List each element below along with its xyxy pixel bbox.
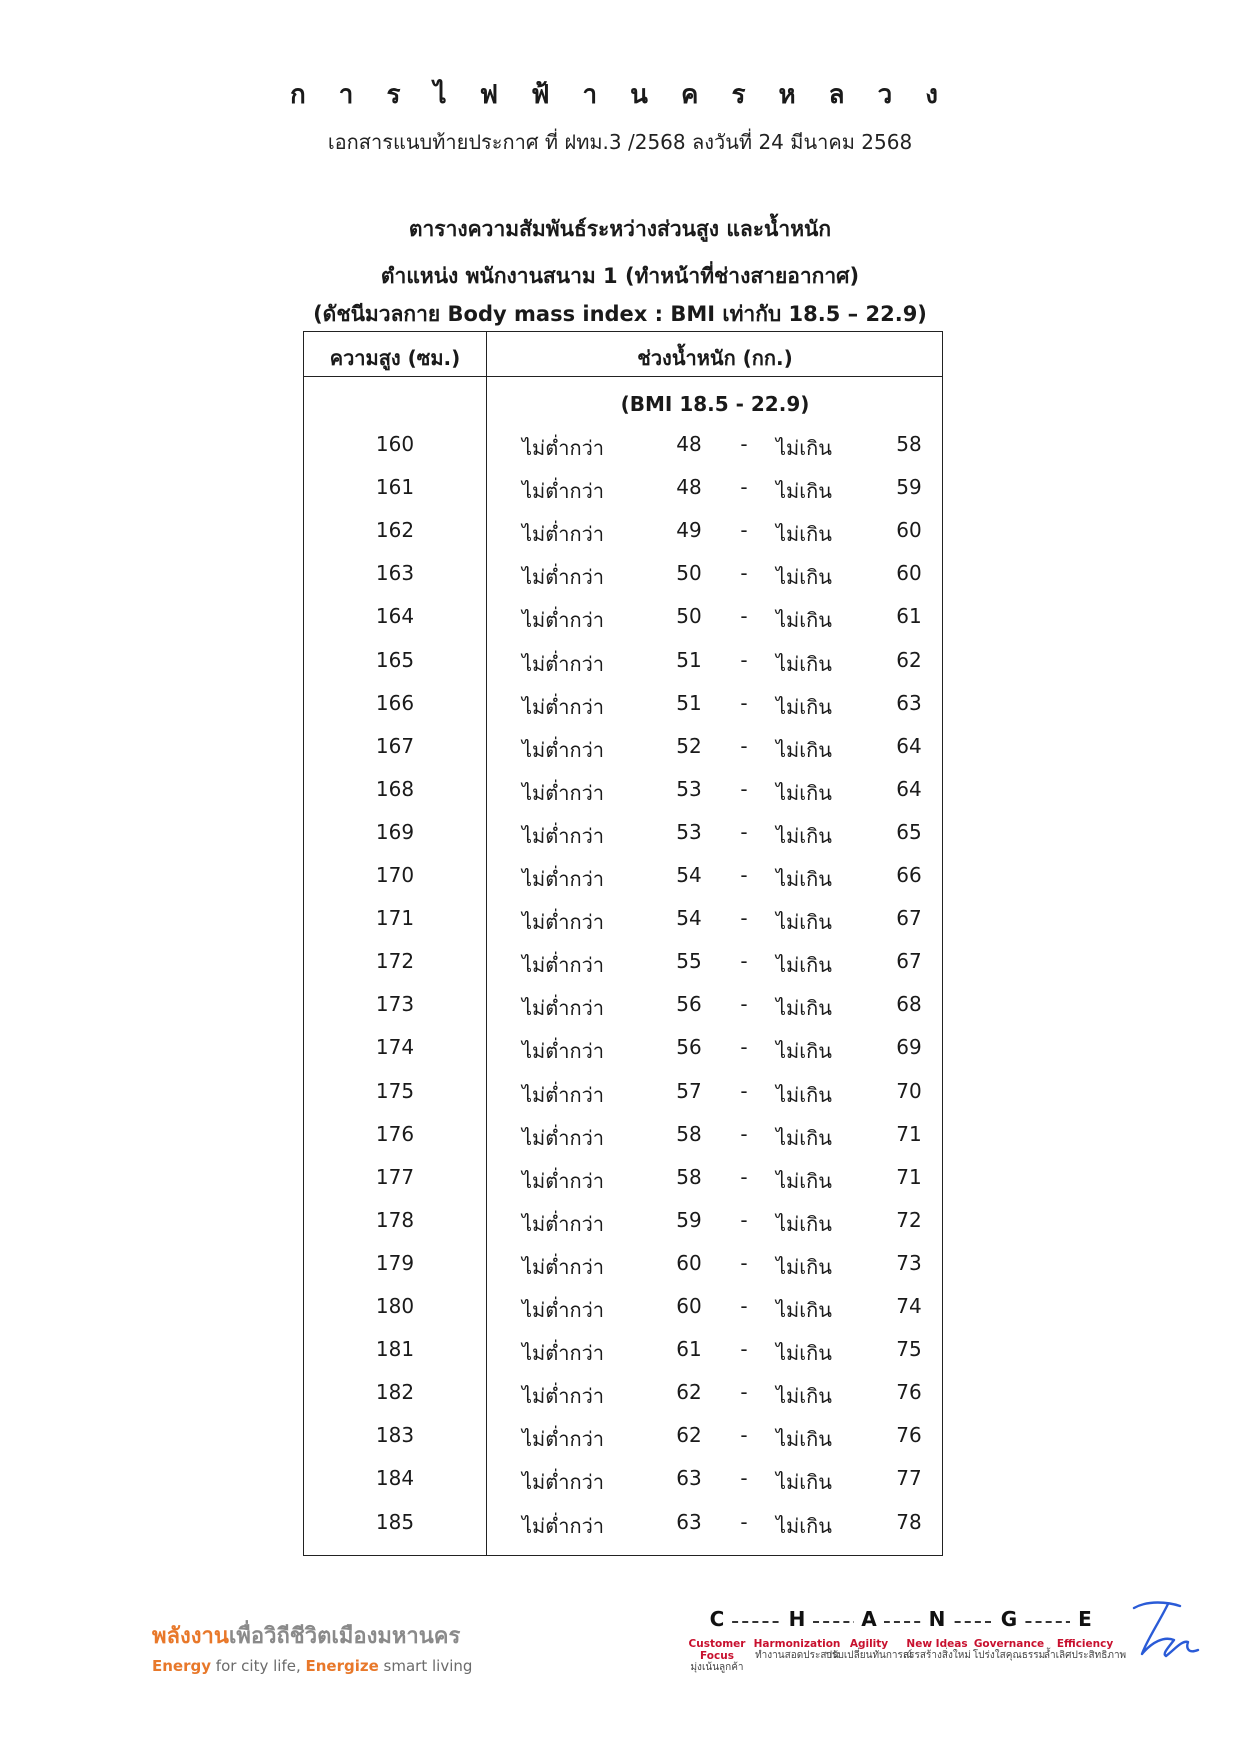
height-cell: 162 bbox=[375, 518, 415, 543]
max-weight-cell: 73 bbox=[896, 1250, 922, 1275]
min-label: ไม่ต่ำกว่า bbox=[522, 867, 605, 891]
height-cell: 181 bbox=[375, 1337, 415, 1362]
change-letter: H bbox=[782, 1607, 812, 1631]
range-dash: - bbox=[740, 518, 748, 543]
height-cell: 178 bbox=[375, 1207, 415, 1232]
bmi-range-title: (ดัชนีมวลกาย Body mass index : BMI เท่ากับ 18.5 – 22.9) bbox=[313, 302, 927, 326]
min-weight-cell: 58 bbox=[676, 1164, 702, 1189]
attachment-reference: เอกสารแนบท้ายประกาศ ที่ ฝทม.3 /2568 ลงวันที่ 24 มีนาคม 2568 bbox=[327, 130, 913, 154]
value-thai: มุ่งเน้นลูกค้า bbox=[690, 1662, 744, 1673]
min-weight-cell: 54 bbox=[676, 906, 702, 931]
bmi-range-note: (BMI 18.5 - 22.9) bbox=[620, 392, 810, 416]
max-weight-cell: 63 bbox=[896, 690, 922, 715]
slogan-thai-rest: เพื่อวิถีชีวิตเมืองมหานคร bbox=[228, 1624, 461, 1649]
signature-icon bbox=[1128, 1596, 1208, 1666]
range-dash: - bbox=[740, 1207, 748, 1232]
value-english: Harmonization bbox=[753, 1638, 841, 1650]
min-label: ไม่ต่ำกว่า bbox=[522, 1470, 605, 1495]
height-cell: 183 bbox=[375, 1423, 415, 1448]
table-row bbox=[304, 863, 944, 893]
table-row bbox=[304, 432, 944, 462]
range-dash: - bbox=[740, 561, 748, 586]
position-title: ตำแหน่ง พนักงานสนาม 1 (ทำหน้าที่ช่างสายอากาศ) bbox=[380, 264, 860, 288]
slogan-en-energy: Energy bbox=[152, 1657, 212, 1675]
range-dash: - bbox=[740, 819, 748, 844]
min-weight-cell: 50 bbox=[676, 561, 702, 586]
height-weight-table bbox=[303, 331, 943, 1556]
slogan-thai bbox=[152, 1618, 472, 1653]
min-label: ไม่ต่ำกว่า bbox=[522, 1427, 605, 1452]
max-label: ไม่เกิน bbox=[776, 1254, 832, 1279]
min-weight-cell: 61 bbox=[676, 1337, 702, 1362]
height-cell: 160 bbox=[375, 432, 415, 456]
value-english: Agility bbox=[849, 1638, 889, 1650]
min-label: ไม่ต่ำกว่า bbox=[522, 694, 605, 719]
table-row bbox=[304, 1337, 944, 1367]
change-letter: E bbox=[1070, 1607, 1100, 1631]
max-weight-cell: 76 bbox=[896, 1380, 922, 1405]
table-row bbox=[304, 906, 944, 936]
min-weight-cell: 62 bbox=[676, 1380, 702, 1405]
min-weight-cell: 53 bbox=[676, 819, 702, 844]
max-weight-cell: 74 bbox=[896, 1294, 922, 1318]
range-dash: - bbox=[740, 690, 748, 715]
weight-column-header: ช่วงน้ำหนัก (กก.) bbox=[637, 346, 793, 370]
table-row bbox=[304, 1380, 944, 1410]
min-weight-cell: 56 bbox=[676, 1035, 702, 1060]
height-cell: 161 bbox=[375, 475, 415, 500]
change-letter: N bbox=[922, 1607, 952, 1631]
max-label: ไม่เกิน bbox=[776, 1039, 832, 1064]
max-weight-cell: 65 bbox=[896, 819, 922, 844]
min-weight-cell: 49 bbox=[676, 518, 702, 543]
height-cell: 182 bbox=[375, 1380, 415, 1405]
table-title: ตารางความสัมพันธ์ระหว่างส่วนสูง และน้ำหนัก bbox=[408, 217, 832, 241]
table-row bbox=[304, 734, 944, 764]
table-row bbox=[304, 1079, 944, 1109]
table-row bbox=[304, 1466, 944, 1496]
height-cell: 175 bbox=[375, 1078, 415, 1103]
range-dash: - bbox=[740, 733, 748, 758]
min-label: ไม่ต่ำกว่า bbox=[522, 737, 605, 762]
min-label: ไม่ต่ำกว่า bbox=[522, 1254, 605, 1279]
max-label: ไม่เกิน bbox=[776, 1168, 832, 1193]
organization-title: ก า ร ไ ฟ ฟ้ า น ค ร ห ล ว ง bbox=[290, 80, 950, 110]
max-weight-cell: 60 bbox=[896, 561, 922, 586]
table-row bbox=[304, 1122, 944, 1152]
min-label: ไม่ต่ำกว่า bbox=[522, 780, 605, 805]
max-label: ไม่เกิน bbox=[776, 694, 832, 719]
max-weight-cell: 78 bbox=[896, 1509, 922, 1534]
table-row bbox=[304, 475, 944, 505]
min-label: ไม่ต่ำกว่า bbox=[522, 1298, 605, 1322]
change-values-logo bbox=[672, 1607, 1142, 1697]
slogan-english bbox=[152, 1657, 472, 1675]
table-row bbox=[304, 561, 944, 591]
range-dash: - bbox=[740, 863, 748, 887]
min-label: ไม่ต่ำกว่า bbox=[522, 565, 605, 590]
min-weight-cell: 50 bbox=[676, 604, 702, 629]
table-row bbox=[304, 1035, 944, 1065]
value-thai: โปร่งใสคุณธรรม bbox=[972, 1650, 1046, 1661]
max-weight-cell: 69 bbox=[896, 1035, 922, 1060]
table-row bbox=[304, 1251, 944, 1281]
height-cell: 163 bbox=[375, 561, 415, 586]
value-english: New Ideas bbox=[906, 1638, 968, 1650]
change-value-item bbox=[672, 1638, 762, 1674]
max-weight-cell: 58 bbox=[896, 432, 922, 456]
value-thai: ปรับเปลี่ยนทันการณ์ bbox=[825, 1650, 913, 1661]
max-weight-cell: 66 bbox=[896, 863, 922, 887]
range-dash: - bbox=[740, 1466, 748, 1491]
max-weight-cell: 64 bbox=[896, 776, 922, 801]
max-weight-cell: 76 bbox=[896, 1423, 922, 1448]
min-label: ไม่ต่ำกว่า bbox=[522, 522, 605, 547]
dashed-connector bbox=[722, 1621, 1082, 1623]
range-dash: - bbox=[740, 1078, 748, 1103]
max-label: ไม่เกิน bbox=[776, 522, 832, 547]
min-label: ไม่ต่ำกว่า bbox=[522, 1513, 605, 1538]
max-label: ไม่เกิน bbox=[776, 436, 832, 460]
table-row bbox=[304, 1423, 944, 1453]
min-weight-cell: 60 bbox=[676, 1294, 702, 1318]
max-label: ไม่เกิน bbox=[776, 823, 832, 848]
min-weight-cell: 55 bbox=[676, 949, 702, 974]
height-cell: 164 bbox=[375, 604, 415, 629]
max-label: ไม่เกิน bbox=[776, 953, 832, 978]
range-dash: - bbox=[740, 1380, 748, 1405]
max-weight-cell: 71 bbox=[896, 1121, 922, 1146]
max-label: ไม่เกิน bbox=[776, 1470, 832, 1495]
change-letter: A bbox=[854, 1607, 884, 1631]
range-dash: - bbox=[740, 475, 748, 500]
min-label: ไม่ต่ำกว่า bbox=[522, 479, 605, 504]
range-dash: - bbox=[740, 992, 748, 1017]
min-label: ไม่ต่ำกว่า bbox=[522, 1125, 605, 1150]
max-label: ไม่เกิน bbox=[776, 737, 832, 762]
range-dash: - bbox=[740, 949, 748, 974]
table-row bbox=[304, 1208, 944, 1238]
table-row bbox=[304, 1165, 944, 1195]
height-cell: 174 bbox=[375, 1035, 415, 1060]
column-divider bbox=[486, 332, 487, 1555]
max-weight-cell: 67 bbox=[896, 906, 922, 931]
max-label: ไม่เกิน bbox=[776, 1384, 832, 1409]
min-weight-cell: 51 bbox=[676, 647, 702, 672]
height-cell: 184 bbox=[375, 1466, 415, 1491]
min-weight-cell: 56 bbox=[676, 992, 702, 1017]
min-weight-cell: 63 bbox=[676, 1466, 702, 1491]
height-cell: 167 bbox=[375, 733, 415, 758]
height-cell: 171 bbox=[375, 906, 415, 931]
min-label: ไม่ต่ำกว่า bbox=[522, 1168, 605, 1193]
max-label: ไม่เกิน bbox=[776, 651, 832, 676]
slogan-en-part2: for city life, bbox=[211, 1657, 306, 1675]
max-weight-cell: 60 bbox=[896, 518, 922, 543]
value-thai: ล้ำเลิศประสิทธิภาพ bbox=[1043, 1650, 1127, 1661]
table-row bbox=[304, 949, 944, 979]
min-weight-cell: 57 bbox=[676, 1078, 702, 1103]
value-thai: สรรสร้างสิ่งใหม่ bbox=[903, 1650, 971, 1661]
min-label: ไม่ต่ำกว่า bbox=[522, 953, 605, 978]
table-row bbox=[304, 777, 944, 807]
max-weight-cell: 68 bbox=[896, 992, 922, 1017]
min-weight-cell: 48 bbox=[676, 432, 702, 456]
max-label: ไม่เกิน bbox=[776, 1427, 832, 1452]
min-label: ไม่ต่ำกว่า bbox=[522, 996, 605, 1021]
range-dash: - bbox=[740, 1423, 748, 1448]
min-label: ไม่ต่ำกว่า bbox=[522, 1341, 605, 1366]
max-label: ไม่เกิน bbox=[776, 1513, 832, 1538]
value-english: Efficiency bbox=[1056, 1638, 1114, 1650]
slogan bbox=[152, 1618, 472, 1675]
range-dash: - bbox=[740, 1294, 748, 1318]
height-cell: 185 bbox=[375, 1509, 415, 1534]
min-label: ไม่ต่ำกว่า bbox=[522, 436, 605, 460]
change-letters bbox=[672, 1607, 1142, 1635]
range-dash: - bbox=[740, 1035, 748, 1060]
value-english: Customer Focus bbox=[688, 1638, 746, 1662]
max-label: ไม่เกิน bbox=[776, 1125, 832, 1150]
range-dash: - bbox=[740, 647, 748, 672]
max-label: ไม่เกิน bbox=[776, 479, 832, 504]
min-label: ไม่ต่ำกว่า bbox=[522, 910, 605, 935]
slogan-en-part4: smart living bbox=[378, 1657, 473, 1675]
value-thai: ทำงานสอดประสาน bbox=[755, 1650, 839, 1661]
range-dash: - bbox=[740, 432, 748, 456]
max-weight-cell: 67 bbox=[896, 949, 922, 974]
min-weight-cell: 63 bbox=[676, 1509, 702, 1534]
height-cell: 176 bbox=[375, 1121, 415, 1146]
max-label: ไม่เกิน bbox=[776, 780, 832, 805]
min-weight-cell: 62 bbox=[676, 1423, 702, 1448]
table-row bbox=[304, 1294, 944, 1324]
height-cell: 180 bbox=[375, 1294, 415, 1318]
min-label: ไม่ต่ำกว่า bbox=[522, 1211, 605, 1236]
min-weight-cell: 53 bbox=[676, 776, 702, 801]
min-weight-cell: 54 bbox=[676, 863, 702, 887]
table-row bbox=[304, 992, 944, 1022]
max-label: ไม่เกิน bbox=[776, 1082, 832, 1107]
max-weight-cell: 62 bbox=[896, 647, 922, 672]
max-weight-cell: 70 bbox=[896, 1078, 922, 1103]
height-column-header: ความสูง (ซม.) bbox=[329, 346, 461, 370]
min-label: ไม่ต่ำกว่า bbox=[522, 1039, 605, 1064]
range-dash: - bbox=[740, 604, 748, 629]
min-label: ไม่ต่ำกว่า bbox=[522, 651, 605, 676]
header-divider bbox=[304, 376, 942, 377]
height-cell: 179 bbox=[375, 1250, 415, 1275]
min-weight-cell: 58 bbox=[676, 1121, 702, 1146]
range-dash: - bbox=[740, 1250, 748, 1275]
max-label: ไม่เกิน bbox=[776, 1341, 832, 1366]
height-cell: 173 bbox=[375, 992, 415, 1017]
slogan-en-energize: Energize bbox=[305, 1657, 379, 1675]
table-row bbox=[304, 648, 944, 678]
max-weight-cell: 61 bbox=[896, 604, 922, 629]
slogan-thai-accent: พลังงาน bbox=[152, 1624, 229, 1649]
min-weight-cell: 59 bbox=[676, 1207, 702, 1232]
max-weight-cell: 71 bbox=[896, 1164, 922, 1189]
min-weight-cell: 48 bbox=[676, 475, 702, 500]
max-label: ไม่เกิน bbox=[776, 867, 832, 891]
max-label: ไม่เกิน bbox=[776, 565, 832, 590]
range-dash: - bbox=[740, 1337, 748, 1362]
change-value-item bbox=[1040, 1638, 1130, 1662]
change-letter: G bbox=[994, 1607, 1024, 1631]
height-cell: 172 bbox=[375, 949, 415, 974]
table-row bbox=[304, 518, 944, 548]
max-weight-cell: 77 bbox=[896, 1466, 922, 1491]
range-dash: - bbox=[740, 776, 748, 801]
height-cell: 170 bbox=[375, 863, 415, 887]
change-letter: C bbox=[702, 1607, 732, 1631]
height-cell: 169 bbox=[375, 819, 415, 844]
range-dash: - bbox=[740, 1121, 748, 1146]
table-row bbox=[304, 604, 944, 634]
min-label: ไม่ต่ำกว่า bbox=[522, 608, 605, 633]
min-weight-cell: 60 bbox=[676, 1250, 702, 1275]
max-label: ไม่เกิน bbox=[776, 1211, 832, 1236]
min-weight-cell: 52 bbox=[676, 733, 702, 758]
max-weight-cell: 59 bbox=[896, 475, 922, 500]
max-weight-cell: 64 bbox=[896, 733, 922, 758]
range-dash: - bbox=[740, 906, 748, 931]
table-row bbox=[304, 1510, 944, 1540]
max-label: ไม่เกิน bbox=[776, 910, 832, 935]
height-cell: 166 bbox=[375, 690, 415, 715]
height-cell: 177 bbox=[375, 1164, 415, 1189]
height-cell: 168 bbox=[375, 776, 415, 801]
max-weight-cell: 72 bbox=[896, 1207, 922, 1232]
max-weight-cell: 75 bbox=[896, 1337, 922, 1362]
max-label: ไม่เกิน bbox=[776, 608, 832, 633]
table-row bbox=[304, 820, 944, 850]
min-label: ไม่ต่ำกว่า bbox=[522, 823, 605, 848]
min-label: ไม่ต่ำกว่า bbox=[522, 1082, 605, 1107]
min-label: ไม่ต่ำกว่า bbox=[522, 1384, 605, 1409]
range-dash: - bbox=[740, 1509, 748, 1534]
table-row bbox=[304, 691, 944, 721]
max-label: ไม่เกิน bbox=[776, 1298, 832, 1322]
value-english: Governance bbox=[973, 1638, 1045, 1650]
max-label: ไม่เกิน bbox=[776, 996, 832, 1021]
range-dash: - bbox=[740, 1164, 748, 1189]
height-cell: 165 bbox=[375, 647, 415, 672]
min-weight-cell: 51 bbox=[676, 690, 702, 715]
